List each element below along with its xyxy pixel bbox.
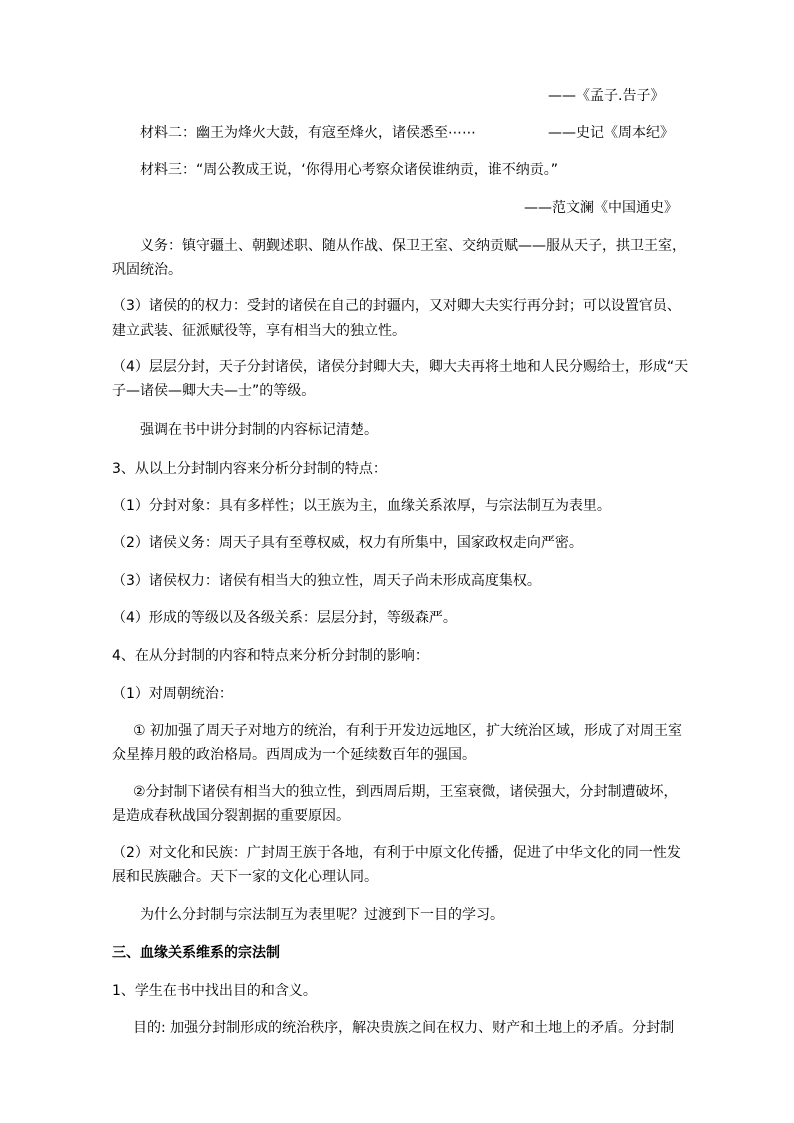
item-4-line-1: （4）层层分封，天子分封诸侯，诸侯分封卿大夫，卿大夫再将土地和人民分赐给士，形成“天 bbox=[112, 359, 689, 375]
item-3-line-2: 建立武装、征派赋役等，享有相当大的独立性。 bbox=[112, 323, 406, 339]
influence-1-point-2-line-1: ②分封制下诸侯有相当大的独立性，到西周后期，王室衰微，诸侯强大，分封制遭破坏， bbox=[133, 784, 678, 800]
influence-1-heading: （1）对周朝统治： bbox=[112, 686, 233, 702]
influence-1-point-2-line-2: 是造成春秋战国分裂割据的重要原因。 bbox=[112, 808, 350, 824]
influence-1-point-1-line-1: ① 初加强了周天子对地方的统治，有利于开发边远地区，扩大统治区域，形成了对周王室 bbox=[133, 723, 682, 739]
section-heading-zongfa: 三、血缘关系维系的宗法制 bbox=[112, 945, 280, 961]
purpose-text: 目的: 加强分封制形成的统治秩序，解决贵族之间在权力、财产和土地上的矛盾。分封制 bbox=[133, 1020, 675, 1036]
influence-2-line-2: 展和民族融合。天下一家的文化心理认同。 bbox=[112, 869, 378, 885]
obligation-paragraph-line-2: 巩固统治。 bbox=[112, 262, 182, 278]
task-find-purpose: 1、学生在书中找出目的和含义。 bbox=[112, 983, 317, 999]
influence-1-point-1-line-2: 众星捧月般的政治格局。西周成为一个延续数百年的强国。 bbox=[112, 747, 476, 763]
item-3-line-1: （3）诸侯的的权力：受封的诸侯在自己的封疆内，又对卿大夫实行再分封；可以设置官员、 bbox=[112, 298, 681, 314]
feature-2: （2）诸侯义务：周天子具有至尊权威，权力有所集中，国家政权走向严密。 bbox=[112, 535, 583, 551]
section-4-heading: 4、在从分封制的内容和特点来分析分封制的影响： bbox=[112, 648, 429, 664]
citation-mencius: ——《孟子.告子》 bbox=[548, 88, 665, 104]
feature-4: （4）形成的等级以及各级关系：层层分封，等级森严。 bbox=[112, 610, 457, 626]
transition-question: 为什么分封制与宗法制互为表里呢？过渡到下一目的学习。 bbox=[140, 907, 504, 923]
feature-1: （1）分封对象：具有多样性；以王族为主，血缘关系浓厚，与宗法制互为表里。 bbox=[112, 498, 611, 514]
section-3-heading: 3、从以上分封制内容来分析分封制的特点： bbox=[112, 461, 387, 477]
emphasis-note: 强调在书中讲分封制的内容标记清楚。 bbox=[140, 422, 378, 438]
obligation-paragraph-line-1: 义务：镇守疆土、朝觐述职、随从作战、保卫王室、交纳贡赋——服从天子，拱卫王室， bbox=[140, 238, 686, 254]
item-4-line-2: 子—诸侯—卿大夫—士”的等级。 bbox=[112, 383, 316, 399]
material-three-text: 材料三：“周公教成王说，‘你得用心考察众诸侯谁纳贡，谁不纳贡。” bbox=[140, 162, 558, 178]
feature-3: （3）诸侯权力：诸侯有相当大的独立性，周天子尚未形成高度集权。 bbox=[112, 573, 541, 589]
citation-shiji: ——史记《周本纪》 bbox=[548, 125, 674, 141]
citation-fanwenlan: ——范文澜《中国通史》 bbox=[524, 200, 678, 216]
material-two-text: 材料二：幽王为烽火大鼓，有寇至烽火，诸侯悉至⋯⋯ bbox=[140, 125, 476, 141]
influence-2-line-1: （2）对文化和民族：广封周王族于各地，有利于中原文化传播，促进了中华文化的同一性发 bbox=[112, 845, 681, 861]
